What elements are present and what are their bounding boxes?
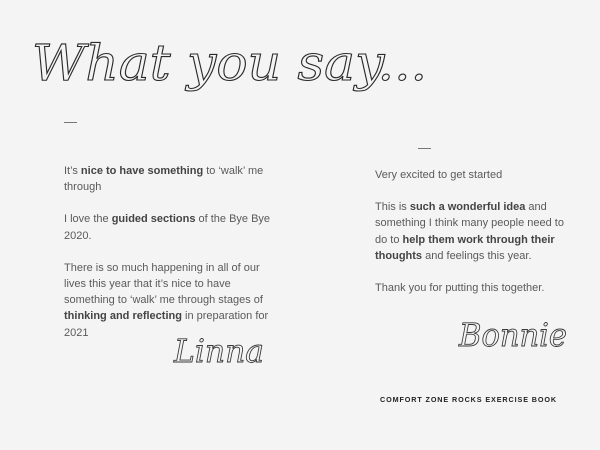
body-text: Thank you for putting this together. bbox=[375, 282, 545, 295]
footer-label: COMFORT ZONE ROCKS EXERCISE BOOK bbox=[380, 395, 557, 404]
emphasis-text: nice to have something bbox=[80, 165, 204, 177]
signature-bonnie bbox=[455, 310, 575, 360]
page-title bbox=[28, 18, 468, 118]
signature-linna-text: Linna bbox=[173, 332, 264, 370]
left_testimonial-paragraph bbox=[64, 163, 280, 195]
body-text: and feelings this year. bbox=[422, 249, 532, 262]
body-text: to ‘walk’ me through bbox=[64, 165, 264, 194]
body-text: in preparation for 2021 bbox=[64, 310, 269, 339]
right-divider bbox=[418, 148, 431, 149]
page-title-text: What you say... bbox=[32, 34, 427, 92]
right-testimonial bbox=[375, 167, 567, 312]
emphasis-text: such a wonderful idea bbox=[409, 201, 526, 214]
body-text: It’s bbox=[64, 165, 81, 177]
body-text: I love the bbox=[64, 213, 112, 226]
body-text: There is so much happening in all of our lives this year that it’s nice to have something to ‘walk’ me through stages of bbox=[64, 261, 263, 307]
body-text: and something I think many people need to do to bbox=[375, 201, 564, 246]
signature-linna bbox=[170, 328, 280, 378]
body-text: of the Bye Bye 2020. bbox=[64, 213, 271, 242]
body-text: This is bbox=[375, 201, 410, 214]
emphasis-text: thinking and reflecting bbox=[64, 310, 182, 323]
right_testimonial-paragraph bbox=[375, 280, 567, 296]
right_testimonial-paragraph bbox=[375, 167, 567, 183]
signature-bonnie-text: Bonnie bbox=[458, 316, 567, 354]
right_testimonial-paragraph bbox=[375, 199, 567, 264]
emphasis-text: guided sections bbox=[111, 213, 196, 226]
left_testimonial-paragraph bbox=[64, 211, 280, 243]
body-text: Very excited to get started bbox=[375, 169, 503, 181]
emphasis-text: help them work through their thoughts bbox=[375, 233, 555, 262]
left-divider bbox=[64, 122, 77, 123]
